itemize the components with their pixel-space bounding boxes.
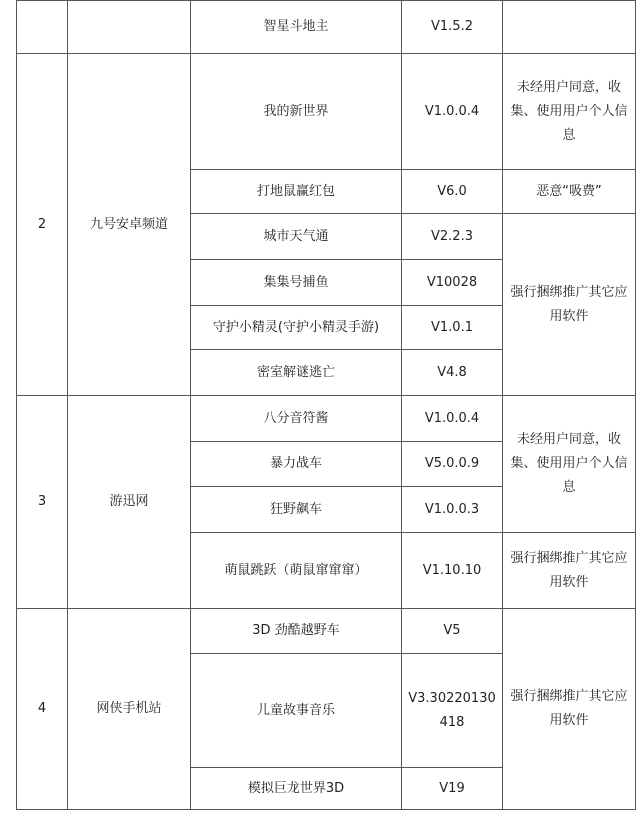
- version-cell: V10028: [402, 260, 503, 306]
- version-cell: V5: [402, 609, 503, 654]
- app-name-cell: 智星斗地主: [191, 1, 402, 54]
- issue-text: 未经用户同意，收集、使用用户个人信息: [510, 432, 628, 495]
- version-cell: V1.0.1: [402, 306, 503, 350]
- version-cell: [402, 654, 503, 768]
- issue-cell: 恶意“吸费”: [503, 170, 636, 214]
- row-number-cell: 2: [17, 54, 68, 396]
- version-cell: V19: [402, 768, 503, 810]
- issue-text: 强行捆绑推广其它应用软件: [510, 689, 628, 728]
- issue-text: 强行捆绑推广其它应用软件: [510, 550, 628, 590]
- store-cell: 九号安卓频道: [68, 54, 191, 396]
- issue-text: 强行捆绑推广其它应用软件: [510, 284, 628, 324]
- table-row: [17, 609, 636, 654]
- app-name-cell: 模拟巨龙世界3D: [191, 768, 402, 810]
- store-cell: 网侠手机站: [68, 609, 191, 810]
- app-name-cell: 八分音符酱: [191, 396, 402, 442]
- issue-cell: [503, 609, 636, 810]
- store-cell: [68, 1, 191, 54]
- app-violation-table: [16, 0, 636, 810]
- row-number-cell: [17, 1, 68, 54]
- version-cell: V4.8: [402, 350, 503, 396]
- issue-cell: [503, 214, 636, 396]
- row-number-cell: 3: [17, 396, 68, 609]
- row-number-cell: 4: [17, 609, 68, 810]
- issue-cell: [503, 54, 636, 170]
- version-cell: V1.5.2: [402, 1, 503, 54]
- issue-cell: [503, 396, 636, 533]
- table-row: [17, 1, 636, 54]
- app-name-cell: 集集号捕鱼: [191, 260, 402, 306]
- version-cell: V2.2.3: [402, 214, 503, 260]
- issue-text: 未经用户同意，收集、使用用户个人信息: [510, 79, 628, 143]
- app-name-cell: 打地鼠赢红包: [191, 170, 402, 214]
- version-cell: V1.10.10: [402, 533, 503, 609]
- version-cell: V1.0.0.4: [402, 396, 503, 442]
- store-cell: 游迅网: [68, 396, 191, 609]
- app-name-cell: 儿童故事音乐: [191, 654, 402, 768]
- table-row: [17, 54, 636, 170]
- app-name-cell: 3D 劲酷越野车: [191, 609, 402, 654]
- issue-cell: [503, 1, 636, 54]
- table-row: [17, 396, 636, 442]
- app-name-cell: 暴力战车: [191, 442, 402, 487]
- app-name-cell: 密室解谜逃亡: [191, 350, 402, 396]
- issue-cell: [503, 533, 636, 609]
- app-name-cell: 守护小精灵(守护小精灵手游): [191, 306, 402, 350]
- version-cell: V5.0.0.9: [402, 442, 503, 487]
- version-cell: V6.0: [402, 170, 503, 214]
- app-name-cell: 我的新世界: [191, 54, 402, 170]
- app-name-cell: 萌鼠跳跃（萌鼠窜窜窜）: [191, 533, 402, 609]
- version-cell: V1.0.0.4: [402, 54, 503, 170]
- app-name-cell: 狂野飙车: [191, 487, 402, 533]
- version-cell: V1.0.0.3: [402, 487, 503, 533]
- app-name-cell: 城市天气通: [191, 214, 402, 260]
- version-text: V3.30220130418: [408, 690, 496, 730]
